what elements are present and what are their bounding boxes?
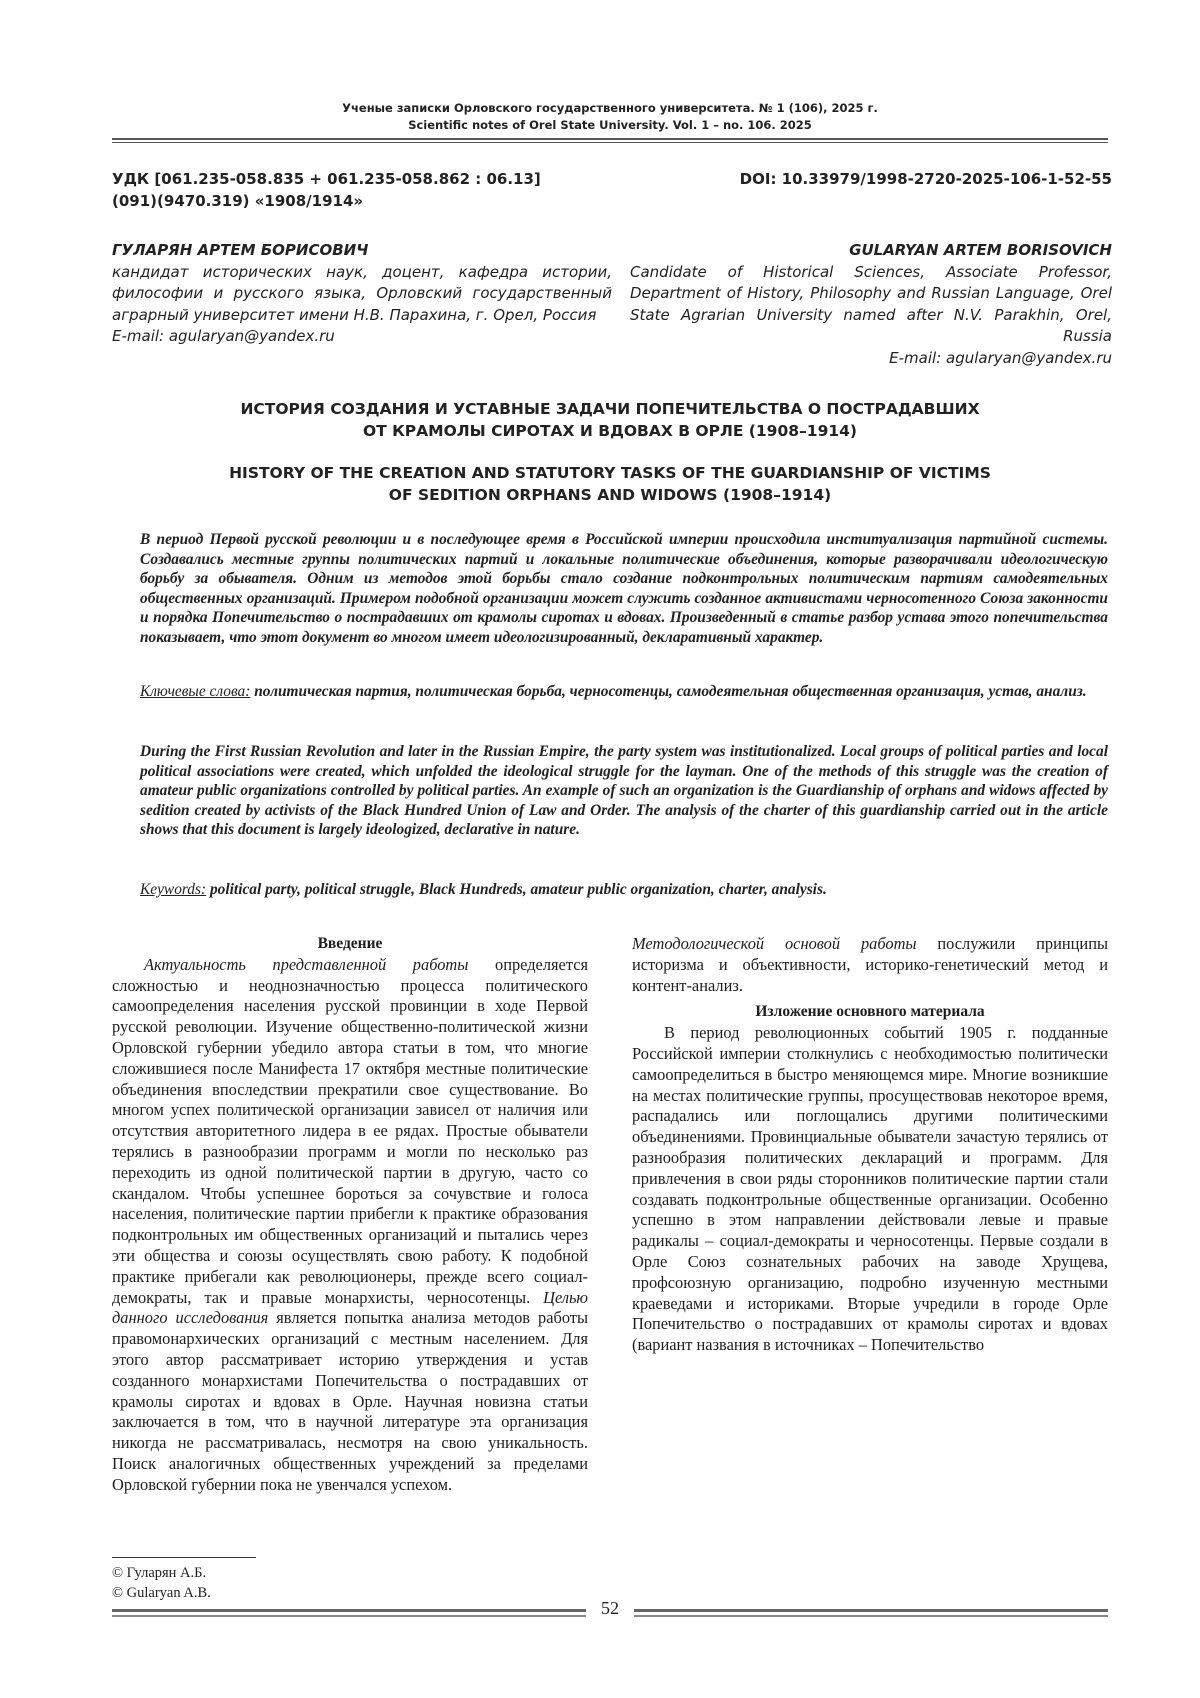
- author-block-en: [630, 240, 1112, 369]
- main-paragraph: В период революционных событий 1905 г. подданные Российской империи столкнулись с необходимостью политически самоопределиться в быстро меняющемся мире. Многие возникшие на местах политические группы, просуществовав некоторое время, распадались или поглощались другими политическими объединениями. Провинциальные обыватели зачастую терялись от разнообразия политических деклараций и программ. Для привлечения в свои ряды сторонников политические партии стали создавать подконтрольные общественные организации. Особенно успешно в этом направлении действовали левые и правые радикалы – социал-демократы и черносотенцы. Первые создали в Орле Союз сознательных рабочих на заводе Хрущева, профсоюзную организацию, подробно изученную местными краеведами и историками. Вторые учредили в городе Орле Попечительство о пострадавших от крамолы сиротах и вдовах (вариант названия в источниках – Попечительство: [632, 1023, 1108, 1355]
- article-title-en: [112, 462, 1108, 506]
- keywords-text-en: political party, political struggle, Black Hundreds, amateur public organization, charter, analysis.: [206, 881, 827, 898]
- intro-paragraph: [112, 955, 588, 1496]
- intro-text-2: является попытка анализа методов работы правомонархических организаций с местным населением. Для этого автор рассматривает историю утверждения и устав созданного монархистами Попечительства о пострадавших от крамолы сиротах и вдовах в Орле. Научная новизна статьи заключается в том, что в научной литературе эта организация никогда не рассматривалась, несмотря на свою уникальность. Поиск аналогичных общественных учреждений за пределами Орловской губернии пока не увенчался успехом.: [112, 1308, 588, 1494]
- footer-bar-right: [634, 1609, 1108, 1617]
- copyright-ru: © Гуларян А.Б.: [112, 1565, 207, 1581]
- title-ru-line-2: ОТ КРАМОЛЫ СИРОТАХ И ВДОВАХ В ОРЛЕ (1908–1914): [362, 422, 858, 440]
- header-divider: [112, 138, 1108, 143]
- body-column-left: [112, 934, 588, 1496]
- intro-text-1: определяется сложностью и неоднозначностью процесса политического самоопределения населения русской провинции в ходе Первой русской революции. Изучение общественно-политической жизни Орловской губернии убедило автора статьи в том, что многие сложившиеся после Манифеста 17 октября местные политические объединения впоследствии прекратили свое существование. Во многом успех политической организации зависел от наличия или отсутствия авторитетного лидера в ее рядах. Простые обыватели терялись в разнообразии программ и могли по несколько раз переходить из одной политической партии в другую, часто со скандалом. Чтобы успешнее бороться за сочувствие и голоса населения, политические партии прибегли к практике образования подконтрольных им общественных организаций и пытались через эти общества и союзы осуществлять свою работу. К подобной практике прибегали как революционеры, прежде всего социал-демократы, так и правые монархисты, черносотенцы.: [112, 954, 589, 1307]
- udk-line-2: (091)(9470.319) «1908/1914»: [112, 192, 364, 210]
- author-name-en: GULARYAN ARTEM BORISOVICH: [849, 241, 1112, 259]
- keywords-label-ru: Ключевые слова:: [140, 683, 251, 700]
- keywords-ru: [140, 682, 1108, 702]
- intro-relevance-term: Актуальность представленной работы: [144, 954, 469, 974]
- abstract-en: During the First Russian Revolution and later in the Russian Empire, the party system was institutionalized. Local groups of political parties and local political associations were created, which unfolded the ideological struggle for the layman. One of the methods of this struggle was the creation of amateur public organizations controlled by political parties. An example of such an organization is the Guardianship of orphans and widows affected by sedition created by activists of the Black Hundred Union of Law and Order. The analysis of the charter of this guardianship carried out in the article shows that this document is largely ideologized, declarative in nature.: [140, 743, 1108, 838]
- page-number: 52: [601, 1598, 619, 1618]
- author-affiliation-en: Candidate of Historical Sciences, Associate Professor, Department of History, Philosophy and Russian Language, Orel State Agrarian University named after N.V. Parakhin, Orel, Russia: [630, 262, 1112, 345]
- title-ru-line-1: ИСТОРИЯ СОЗДАНИЯ И УСТАВНЫЕ ЗАДАЧИ ПОПЕЧИТЕЛЬСТВА О ПОСТРАДАВШИХ: [240, 400, 980, 418]
- journal-header-en: Scientific notes of Orel State University. Vol. 1 – no. 106. 2025: [408, 118, 812, 132]
- udk-line-1: УДК [061.235-058.835 + 061.235-058.862 : 06.13]: [112, 170, 541, 188]
- footnotes: [112, 1563, 211, 1603]
- journal-header-ru: Ученые записки Орловского государственного университета. № 1 (106), 2025 г.: [342, 101, 878, 115]
- title-en-line-2: OF SEDITION ORPHANS AND WIDOWS (1908–1914): [388, 486, 832, 504]
- udk-code: [112, 168, 541, 212]
- heading-introduction: Введение: [317, 935, 383, 952]
- intro-goal-term: Целью данного исследования: [112, 1287, 588, 1328]
- abstract-ru: В период Первой русской революции и в последующее время в Российской империи происходила институализация партийной системы. Создавались местные группы политических партий и локальные политические объединения, которые разворачивали идеологическую борьбу за обывателя. Одним из методов этой борьбы стало создание подконтрольных политическим партиям самодеятельных общественных организаций. Примером подобной организации может служить созданное активистами черносотенного Союза законности и порядка Попечительство о пострадавших от крамолы сиротах и вдовах. Произведенный в статье разбор устава этого попечительства показывает, что этот документ во многом имеет идеологизированный, декларативный характер.: [140, 531, 1108, 646]
- author-email-ru: E-mail: agularyan@yandex.ru: [112, 327, 335, 345]
- title-en-line-1: HISTORY OF THE CREATION AND STATUTORY TASKS OF THE GUARDIANSHIP OF VICTIMS: [229, 464, 991, 482]
- journal-header: [112, 100, 1108, 134]
- footer-bar-left: [112, 1609, 586, 1617]
- heading-main-material: Изложение основного материала: [755, 1003, 985, 1021]
- intro-continuation: [632, 934, 1108, 996]
- keywords-label-en: Keywords:: [140, 881, 207, 898]
- author-email-en: E-mail: agularyan@yandex.ru: [889, 348, 1112, 367]
- keywords-text-ru: политическая партия, политическая борьба, черносотенцы, самодеятельная общественная организация, устав, анализ.: [250, 683, 1087, 700]
- body-column-right: [632, 934, 1108, 1356]
- intro-text-3: послужили принципы историзма и объективности, историко-генетический метод и контент-анализ.: [632, 934, 1108, 995]
- footnote-divider: [112, 1557, 256, 1558]
- doi: DOI: 10.33979/1998-2720-2025-106-1-52-55: [739, 170, 1112, 188]
- author-affiliation-ru: кандидат исторических наук, доцент, кафедра истории, философии и русского языка, Орловский государственный аграрный университет имени Н.В. Парахина, г. Орел, Россия: [112, 262, 612, 324]
- keywords-en: [140, 880, 1108, 900]
- author-block-ru: [112, 240, 612, 348]
- author-name-ru: ГУЛАРЯН АРТЕМ БОРИСОВИЧ: [112, 241, 369, 259]
- methodology-term: Методологической основой работы: [632, 934, 917, 953]
- article-title-ru: [112, 398, 1108, 442]
- copyright-en: © Gularyan A.B.: [112, 1585, 211, 1601]
